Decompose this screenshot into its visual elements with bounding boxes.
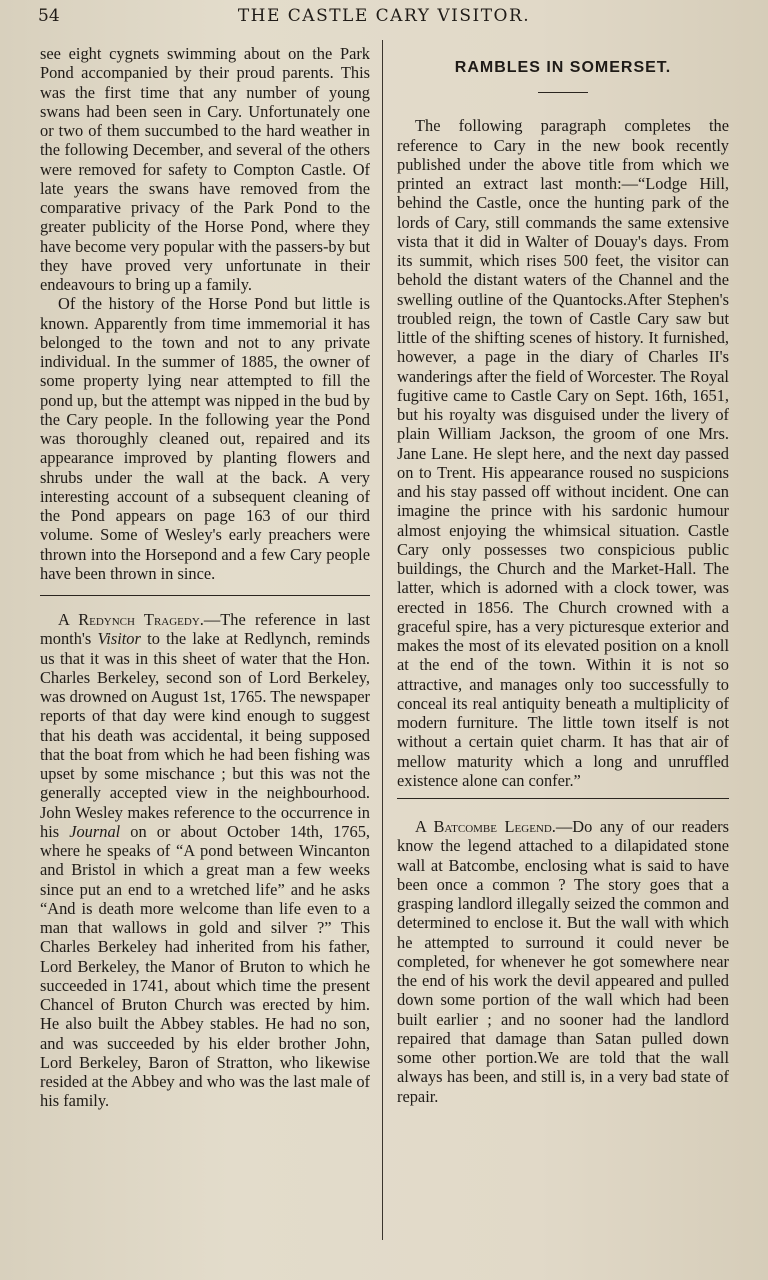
- section-rule: [397, 798, 729, 799]
- section-rule: [40, 595, 370, 596]
- page-header: [0, 6, 768, 30]
- rambles-title: RAMBLES IN SOMERSET.: [454, 59, 672, 76]
- batcombe-heading: A Batcombe Legend.: [415, 817, 556, 836]
- horse-pond-paragraph: Of the history of the Horse Pond but little is known. Apparently from time immemorial it has belonged to the town and not to any private individual. In the summer of 1885, the owner of some property lying near attempted to fill the pond up, but the attempt was nipped in the bud by the Cary people. In the following year the Pond was thoroughly cleaned out, repaired and its appearance improved by planting flowers and shrubs under the wall at the back. A very interesting account of a subsequent cleaning of the Pond appears on page 163 of our third volume. Some of Wesley's early preachers were thrown into the Horsepond and a few Cary people have been thrown in since.: [40, 294, 370, 583]
- redlynch-text-a: —The reference in last month's: [40, 610, 370, 649]
- batcombe-paragraph: [397, 817, 729, 1106]
- running-title: THE CASTLE CARY VISITOR.: [237, 6, 531, 26]
- page-number: 54: [38, 6, 60, 26]
- visitor-title: Visitor: [97, 629, 141, 649]
- journal-title: Journal: [69, 821, 121, 841]
- column-divider: [382, 40, 383, 1240]
- title-ornament: [538, 92, 588, 93]
- redlynch-heading: A Redynch Tragedy.: [58, 610, 204, 629]
- redlynch-text-b: to the lake at Redlynch, reminds us that it was in this sheet of water that the Hon. Charles Berkeley, second son of Lord Berkeley, was drowned on August 1st, 1765. The newspaper reports of that day were kind enough to suggest that his death was accidental, it being supposed that the boat from which he had been fishing was upset by some mischance ; but this was not the generally accepted view in the neighbourhood. John Wesley makes reference to the occurrence in his: [40, 629, 370, 841]
- redlynch-text-c: on or about October 14th, 1765, where he speaks of “A pond between Wincanton and Bristol in which a great man a few weeks since put an end to a wretched life” and he asks “And is death more welcome than life even to a man that wallows in gold and silver ?” This Charles Berkeley had inherited from his father, Lord Berkeley, the Manor of Bruton to which he succeeded in 1741, about which time the present Chancel of Bruton Church was erected by him. He also built the Abbey stables. He had no son, and was succeeded by his elder brother John, Lord Berkeley, Baron of Stratton, who likewise resided at the Abbey and who was the last male of his family.: [40, 821, 370, 1111]
- right-column: [397, 50, 729, 1106]
- batcombe-text: —Do any of our readers know the legend attached to a dilapidated stone wall at Batcombe, enclosing what is said to have been once a common ? The story goes that a grasping landlord illegally seized the common and determined to enclose it. But the wall with which he attempted to surround it could never be completed, for whenever he got somewhere near the end of his work the devil appeared and pulled down some portion of the wall which had been built earlier ; and no sooner had the landlord repaired that damage than Satan pulled down some other portion.We are told that the wall always has been, and still is, in a very bad state of repair.: [397, 817, 729, 1106]
- swans-paragraph: see eight cygnets swimming about on the Park Pond accompanied by their proud parents. This was the first time that any number of young swans had been seen in Cary. Unfortunately one or two of them succumbed to the hard weather in the following December, and several of the others were removed for safety to Compton Castle. Of late years the swans have removed from the comparative privacy of the Park Pond to the greater publicity of the Horse Pond, where they have become very popular with the passers-by but they have proved very unfortunate in their endeavours to bring up a family.: [40, 44, 370, 294]
- rambles-paragraph: The following paragraph completes the reference to Cary in the new book recently published under the above title from which we printed an extract last month:—“Lodge Hill, behind the Castle, once the hunting park of the lords of Cary, still commands the same extensive vista that it did in Walter of Douay's days. From its summit, which rises 500 feet, the visitor can behold the distant waters of the Channel and the swelling outline of the Quantocks.After Stephen's troubled reign, the town of Castle Cary saw but little of the shifting scenes of history. It furnished, however, a page in the diary of Charles II's wanderings after the field of Worcester. The Royal fugitive came to Castle Cary on Sept. 16th, 1651, but his royalty was disguised under the livery of plain William Jackson, the groom of one Mrs. Jane Lane. He slept here, and the next day passed on to Trent. His appearance roused no suspicions and his stay passed off without incident. One can imagine the prince with his sardonic humour almost enjoying the whimsical situation. Castle Cary only possesses two conspicious public buildings, the Church and the Market-Hall. The latter, which is adorned with a clock tower, was erected in 1856. The Church crowned with a graceful spire, has a very picturesque exterior and makes the most of its elevated position on a knoll at the end of the town. Within it is not so attractive, and manages only too successfully to conceal its real antiquity beneath a multiplicity of modern furniture. The little town itself is not without a certain quiet charm. It has that air of mellow maturity which a long and unruffled existence alone can confer.”: [397, 116, 729, 790]
- left-column: [40, 44, 370, 1111]
- redlynch-paragraph: [40, 610, 370, 1111]
